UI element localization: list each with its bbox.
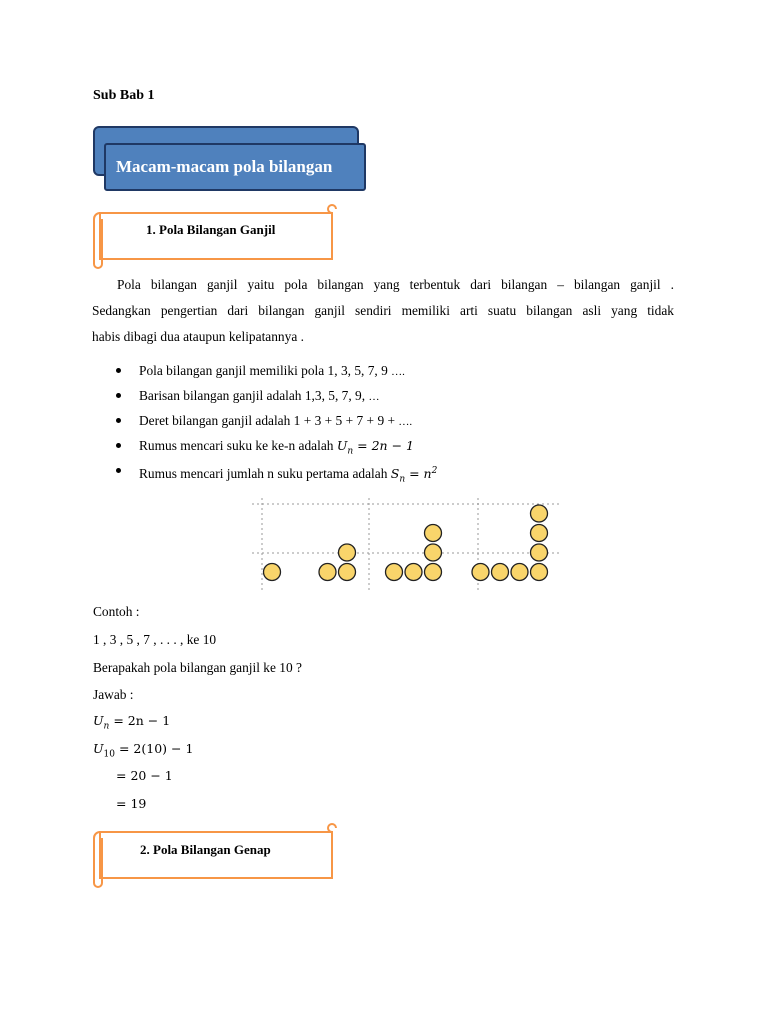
- example-sequence: 1 , 3 , 5 , 7 , . . . , ke 10: [93, 632, 217, 647]
- answer-step-4: = 19: [116, 796, 147, 811]
- pattern-circle: [531, 505, 548, 522]
- paragraph-line-1: Pola bilangan ganjil yaitu pola bilangan yang terbentuk dari bilangan – bilangan ganjil .: [117, 277, 674, 292]
- pattern-circle: [386, 564, 403, 581]
- pattern-circle: [425, 564, 442, 581]
- section-2-scroll-banner: [88, 826, 344, 888]
- bullet-list: [92, 360, 692, 485]
- section-1-label: 1. Pola Bilangan Ganjil: [146, 222, 276, 237]
- answer-step-1: $U_n = 2n - 1$: [93, 713, 171, 732]
- list-item: Pola bilangan ganjil memiliki pola 1, 3, 5, 7, 9 ….: [92, 360, 692, 385]
- intro-paragraph: [92, 272, 674, 350]
- sub-bab-heading: Sub Bab 1: [93, 88, 155, 103]
- list-item: Rumus mencari suku ke ke-n adalah $U_n = 2n - 1$: [92, 435, 692, 460]
- pattern-circle: [425, 525, 442, 542]
- page-title: Macam-macam pola bilangan: [116, 157, 333, 176]
- pattern-circle: [339, 564, 356, 581]
- title-banner: [104, 143, 366, 191]
- pattern-circle: [531, 525, 548, 542]
- list-item: Deret bilangan ganjil adalah 1 + 3 + 5 + 7 + 9 + ….: [92, 410, 692, 435]
- section-2-label: 2. Pola Bilangan Genap: [140, 842, 271, 857]
- paragraph-line-2: Sedangkan pengertian dari bilangan ganjil sendiri memiliki arti suatu bilangan asli yang tidak: [92, 303, 674, 318]
- pattern-circle: [531, 564, 548, 581]
- pattern-circle: [511, 564, 528, 581]
- pattern-circle: [472, 564, 489, 581]
- list-item: Barisan bilangan ganjil adalah 1,3, 5, 7, 9, …: [92, 385, 692, 410]
- list-item: Rumus mencari jumlah n suku pertama adalah $S_n = n^2$: [92, 460, 692, 485]
- pattern-circle: [492, 564, 509, 581]
- answer-step-3: = 20 − 1: [116, 768, 173, 783]
- pattern-circle: [425, 544, 442, 561]
- pattern-circle: [319, 564, 336, 581]
- section-1-scroll-banner: [88, 207, 344, 269]
- pattern-circle: [405, 564, 422, 581]
- pattern-circle: [531, 544, 548, 561]
- answer-label: Jawab :: [93, 687, 134, 702]
- paragraph-line-3: habis dibagi dua ataupun kelipatannya .: [92, 329, 304, 344]
- example-heading: Contoh :: [93, 604, 140, 619]
- odd-pattern-figure: [252, 488, 562, 592]
- pattern-circle: [264, 564, 281, 581]
- example-question: Berapakah pola bilangan ganjil ke 10 ?: [93, 660, 302, 675]
- answer-step-2: $U_{10} = 2(10) - 1$: [93, 741, 194, 760]
- pattern-circle: [339, 544, 356, 561]
